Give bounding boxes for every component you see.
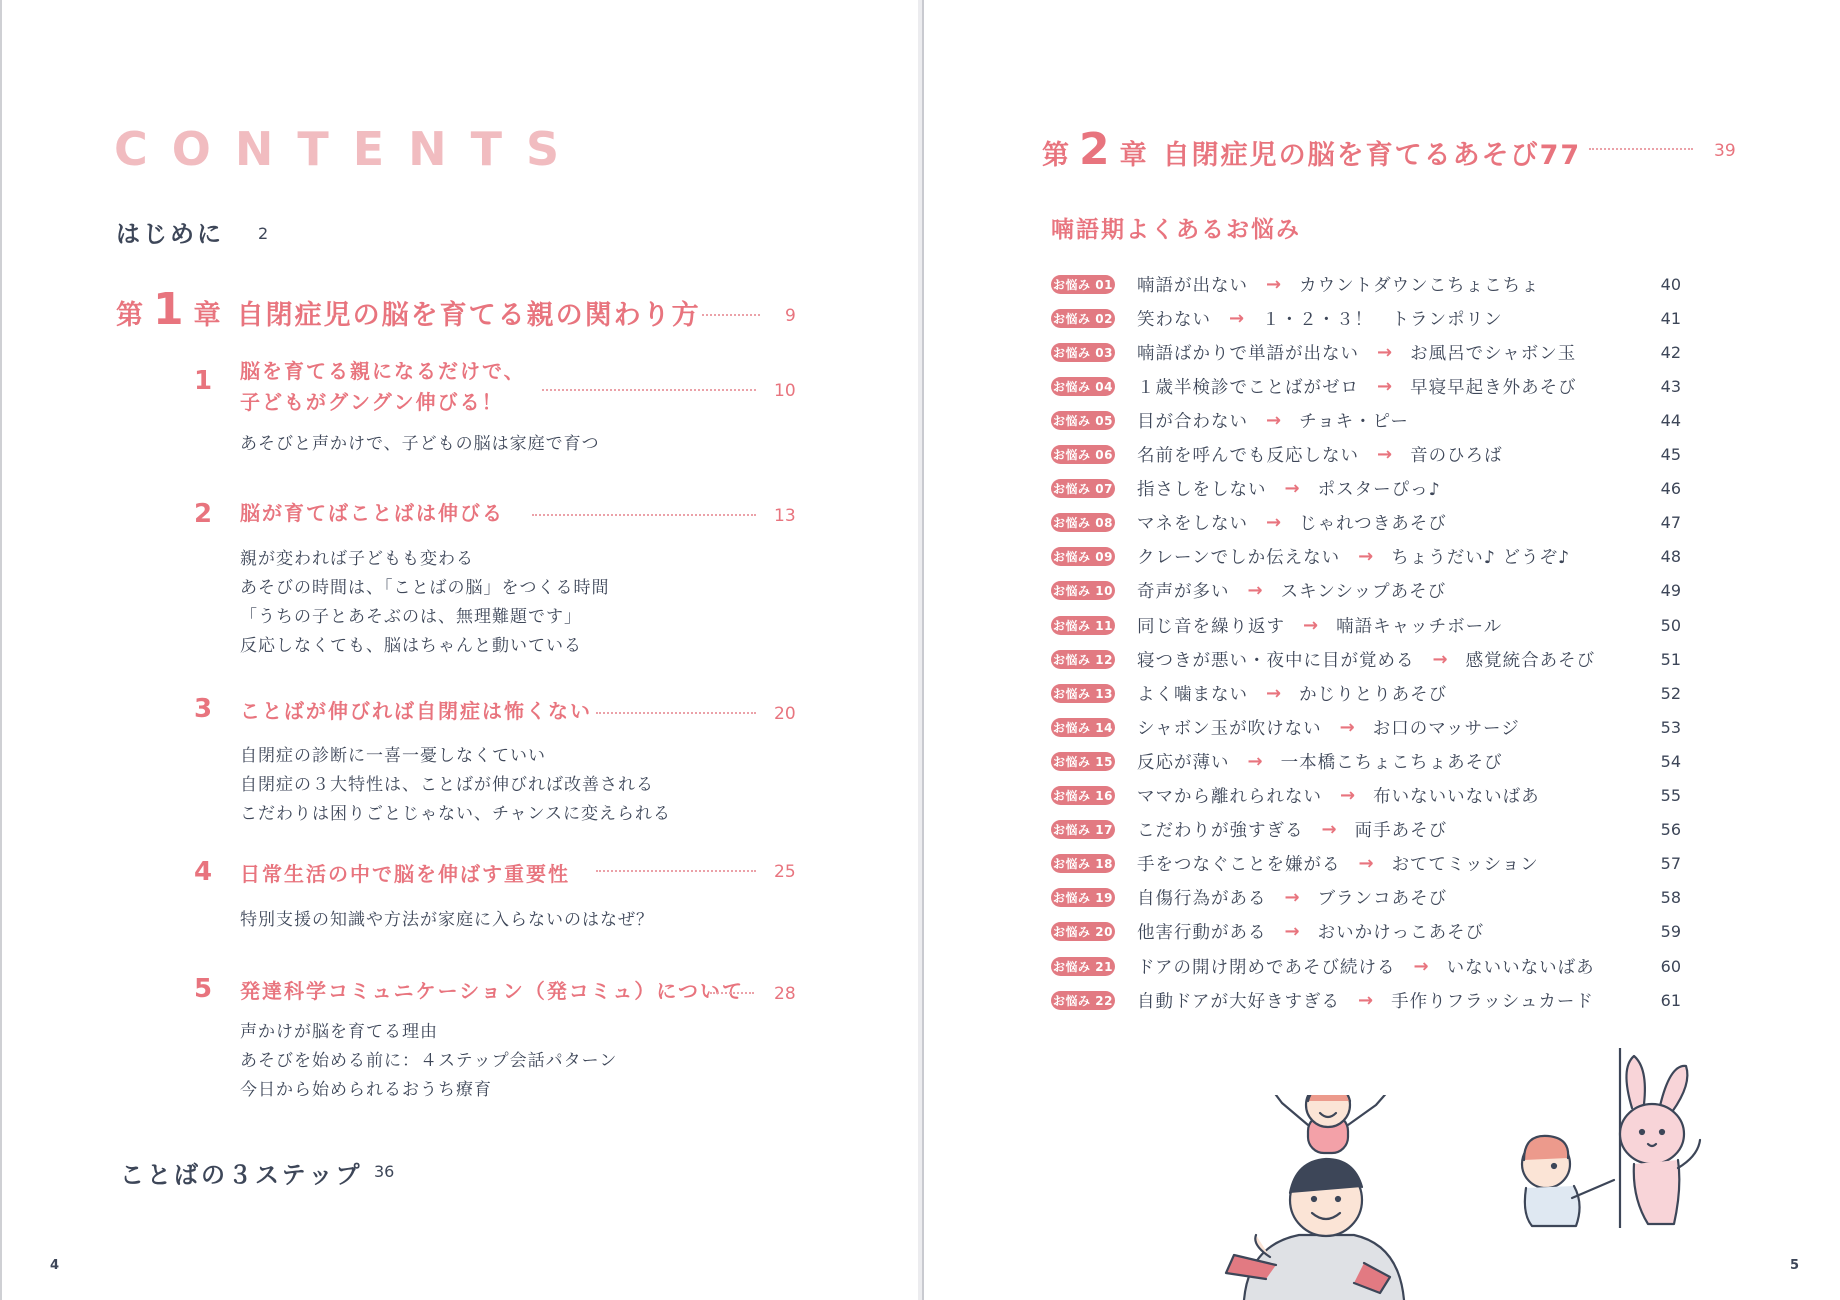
arrow-right-icon: → — [1266, 512, 1282, 534]
worry-badge: お悩み 20 — [1051, 922, 1115, 941]
worry-page: 42 — [1660, 342, 1681, 362]
worry-problem: ドアの開け閉めであそび続ける — [1137, 957, 1396, 978]
worry-play: 手作りフラッシュカード — [1391, 991, 1594, 1012]
worry-row — [1051, 406, 1681, 434]
arrow-right-icon: → — [1340, 785, 1356, 806]
arrow-right-icon: → — [1229, 307, 1245, 329]
worry-page: 48 — [1660, 547, 1681, 567]
chapter-title: 自閉症児の脳を育てるあそび77 — [1162, 140, 1582, 171]
section-page: 10 — [774, 381, 796, 401]
arrow-right-icon: → — [1377, 341, 1393, 363]
worry-row — [1051, 475, 1681, 503]
worry-badge: お悩み 02 — [1051, 309, 1115, 328]
chapter-number: 1 — [153, 284, 184, 335]
worry-page: 60 — [1660, 956, 1681, 976]
worry-play: １・２・３！ トランポリン — [1262, 309, 1503, 330]
section-number: 3 — [194, 694, 213, 724]
section-number: 5 — [194, 974, 213, 1004]
worry-play: チョキ・ピー — [1299, 411, 1409, 432]
page-folio: 5 — [1790, 1258, 1800, 1273]
chapter-dai: 第 — [116, 300, 143, 331]
worry-row — [1051, 338, 1681, 366]
worry-problem: 同じ音を繰り返す — [1137, 616, 1285, 637]
subsection-item: 自閉症の診断に一喜一憂しなくていい — [240, 746, 546, 766]
section-number: 2 — [194, 499, 213, 529]
worry-page: 58 — [1660, 888, 1681, 908]
worry-play: 一本橋こちょこちょあそび — [1280, 752, 1503, 773]
worry-row — [1051, 645, 1681, 673]
chapter-dai: 第 — [1042, 140, 1069, 171]
section-title: ことばが伸びれば自閉症は怖くない — [240, 699, 592, 723]
worry-play: 両手あそび — [1354, 821, 1448, 842]
worry-badge: お悩み 06 — [1051, 445, 1115, 464]
worry-play: かじりとりあそび — [1299, 684, 1448, 705]
worry-page: 53 — [1660, 717, 1681, 737]
worry-problem: 反応が薄い — [1137, 752, 1230, 773]
father-child-illustration — [1204, 1095, 1434, 1300]
dotted-leader — [596, 712, 756, 714]
worry-row — [1051, 679, 1681, 707]
arrow-right-icon: → — [1358, 546, 1374, 568]
worry-play: スキンシップあそび — [1280, 582, 1447, 603]
kotoba-steps-page: 36 — [374, 1162, 395, 1181]
worry-problem: 名前を呼んでも反応しない — [1137, 446, 1359, 466]
chapter-title: 自閉症児の脳を育てる親の関わり方 — [236, 300, 701, 331]
worry-page: 51 — [1660, 649, 1681, 669]
worry-badge: お悩み 13 — [1051, 684, 1115, 703]
worry-row — [1051, 713, 1681, 741]
worry-badge: お悩み 14 — [1051, 718, 1115, 737]
worry-problem: 目が合わない — [1137, 411, 1248, 432]
worry-play: おててミッション — [1391, 855, 1539, 876]
dotted-leader — [532, 514, 756, 516]
subsection-item: 声かけが脳を育てる理由 — [240, 1022, 438, 1042]
subsection-item: 今日から始められるおうち療育 — [240, 1080, 492, 1100]
worry-row — [1051, 441, 1681, 469]
worry-problem: こだわりが強すぎる — [1137, 821, 1304, 842]
worry-page: 44 — [1660, 410, 1681, 430]
worry-row — [1051, 884, 1681, 912]
worry-badge: お悩み 18 — [1051, 854, 1115, 873]
arrow-right-icon: → — [1303, 614, 1319, 636]
worry-row — [1051, 918, 1681, 946]
subsection-item: 親が変われば子どもも変わる — [240, 549, 474, 569]
worry-problem: 自動ドアが大好きすぎる — [1137, 991, 1340, 1012]
worry-badge: お悩み 09 — [1051, 547, 1115, 566]
worry-play: 感覚統合あそび — [1465, 650, 1596, 671]
subsection-item: 特別支援の知識や方法が家庭に入らないのはなぜ？ — [240, 910, 654, 930]
arrow-right-icon: → — [1377, 444, 1393, 465]
worry-play: 布いないいないばあ — [1373, 787, 1540, 807]
worry-page: 49 — [1660, 581, 1681, 601]
section-title-line: 脳を育てる親になるだけで、 — [240, 359, 526, 383]
dotted-leader — [542, 389, 756, 391]
right-page — [922, 0, 1840, 1300]
worry-play: お口のマッサージ — [1372, 718, 1520, 739]
chapter-sho: 章 — [1119, 140, 1147, 171]
dotted-leader — [1589, 148, 1693, 150]
worry-play: ポスターぴっ♪ — [1317, 480, 1441, 501]
worry-page: 54 — [1660, 751, 1681, 771]
worry-page: 61 — [1660, 990, 1681, 1010]
worry-badge: お悩み 19 — [1051, 888, 1115, 907]
worry-play: ちょうだい♪ どうぞ♪ — [1391, 548, 1571, 569]
section-number: 1 — [194, 366, 213, 396]
worry-badge: お悩み 03 — [1051, 343, 1115, 362]
chapter-number: 2 — [1079, 124, 1110, 175]
contents-title: CONTENTS — [114, 122, 584, 176]
worry-row — [1051, 270, 1681, 298]
arrow-right-icon: → — [1432, 648, 1448, 670]
worry-page: 55 — [1660, 786, 1681, 805]
arrow-right-icon: → — [1358, 853, 1374, 875]
arrow-right-icon: → — [1247, 750, 1263, 772]
worry-badge: お悩み 04 — [1051, 377, 1115, 396]
subsection-item: あそびの時間は、「ことばの脳」をつくる時間 — [240, 578, 610, 598]
arrow-right-icon: → — [1339, 716, 1355, 738]
worry-page: 40 — [1660, 274, 1681, 294]
worry-badge: お悩み 11 — [1051, 616, 1115, 635]
worry-page: 41 — [1660, 308, 1681, 328]
dotted-leader — [702, 314, 760, 316]
section-title: 発達科学コミュニケーション（発コミュ）について — [240, 979, 744, 1003]
worry-badge: お悩み 08 — [1051, 513, 1115, 532]
worry-page: 43 — [1660, 376, 1681, 396]
subsection-item: 自閉症の３大特性は、ことばが伸びれば改善される — [240, 775, 654, 795]
worry-badge: お悩み 16 — [1051, 786, 1115, 805]
arrow-right-icon: → — [1266, 409, 1282, 431]
worry-problem: 自傷行為がある — [1137, 889, 1267, 910]
worry-row — [1051, 577, 1681, 605]
arrow-right-icon: → — [1284, 478, 1300, 500]
worry-page: 52 — [1660, 683, 1681, 703]
page-folio: 4 — [50, 1258, 60, 1273]
worry-page: 47 — [1660, 513, 1681, 533]
worry-play: ブランコあそび — [1317, 889, 1448, 910]
worry-play: じゃれつきあそび — [1299, 514, 1447, 535]
worry-problem: 笑わない — [1137, 309, 1211, 330]
arrow-right-icon: → — [1357, 989, 1374, 1011]
hajimeni-page: 2 — [258, 224, 269, 243]
worry-play: おいかけっこあそび — [1317, 923, 1485, 944]
worry-row — [1051, 782, 1681, 810]
worry-row — [1051, 952, 1681, 980]
worry-problem: 奇声が多い — [1137, 582, 1230, 603]
worry-page: 50 — [1660, 615, 1681, 635]
worry-row — [1051, 986, 1681, 1014]
section-title: 日常生活の中で脳を伸ばす重要性 — [240, 862, 570, 886]
worry-page: 59 — [1660, 922, 1681, 942]
worry-problem: シャボン玉が吹けない — [1137, 718, 1322, 739]
worry-play: いないいないばあ — [1446, 957, 1595, 978]
worry-badge: お悩み 07 — [1051, 479, 1115, 498]
worry-problem: 他害行動がある — [1137, 923, 1267, 944]
chapter-sho: 章 — [193, 300, 221, 331]
subsection-item: あそびと声かけで、子どもの脳は家庭で育つ — [240, 434, 600, 454]
worry-page: 56 — [1660, 820, 1681, 840]
worry-play: カウントダウンこちょこちょ — [1299, 275, 1540, 296]
arrow-right-icon: → — [1413, 955, 1429, 977]
worry-row — [1051, 747, 1681, 775]
worry-play: 喃語キャッチボール — [1336, 616, 1503, 637]
chapter-1-heading — [116, 284, 701, 335]
worry-badge: お悩み 05 — [1051, 411, 1115, 430]
babbling-stage-subhead: 喃語期よくあるお悩み — [1051, 217, 1301, 243]
left-page — [0, 0, 918, 1300]
worry-badge: お悩み 15 — [1051, 752, 1115, 771]
dotted-leader — [596, 870, 756, 872]
arrow-right-icon: → — [1266, 273, 1282, 295]
arrow-right-icon: → — [1377, 375, 1393, 397]
subsection-item: こだわりは困りごとじゃない、チャンスに変えられる — [240, 804, 671, 824]
worry-row — [1051, 304, 1681, 332]
subsection-item: 「うちの子とあそぶのは、無理難題です」 — [240, 607, 582, 627]
worry-problem: ママから離れられない — [1137, 787, 1322, 807]
worry-row — [1051, 509, 1681, 537]
worry-badge: お悩み 17 — [1051, 820, 1115, 839]
worry-play: お風呂でシャボン玉 — [1410, 343, 1577, 364]
dotted-leader — [710, 992, 754, 994]
worry-page: 57 — [1660, 854, 1681, 874]
section-title: 脳が育てばことばは伸びる — [240, 501, 504, 525]
worry-problem: よく噛まない — [1137, 684, 1248, 705]
worry-play: 早寝早起き外あそび — [1410, 377, 1577, 398]
arrow-right-icon: → — [1284, 887, 1300, 909]
worry-badge: お悩み 22 — [1051, 991, 1115, 1010]
worry-row — [1051, 850, 1681, 878]
section-page: 25 — [774, 862, 796, 882]
section-page: 28 — [774, 984, 796, 1004]
section-title — [240, 356, 526, 418]
chapter-2-heading — [1042, 124, 1582, 175]
kotoba-steps-label: ことばの３ステップ — [120, 1161, 363, 1189]
worry-page: 46 — [1660, 479, 1681, 499]
arrow-right-icon: → — [1247, 580, 1263, 602]
section-page: 20 — [774, 704, 796, 724]
worry-page: 45 — [1660, 445, 1681, 464]
worry-row — [1051, 611, 1681, 639]
arrow-right-icon: → — [1321, 819, 1337, 841]
arrow-right-icon: → — [1266, 682, 1282, 704]
section-title-line: 子どもがグングン伸びる！ — [240, 390, 504, 414]
section-number: 4 — [194, 857, 213, 887]
worry-problem: クレーンでしか伝えない — [1137, 548, 1341, 569]
chapter-page: 39 — [1714, 141, 1736, 161]
section-page: 13 — [774, 506, 796, 526]
worry-problem: １歳半検診でことばがゼロ — [1137, 377, 1359, 398]
worry-problem: 喃語ばかりで単語が出ない — [1137, 343, 1359, 364]
worry-problem: マネをしない — [1137, 514, 1248, 535]
subsection-item: あそびを始める前に：４ステップ会話パターン — [240, 1051, 618, 1071]
hajimeni-label: はじめに — [116, 220, 224, 248]
subsection-item: 反応しなくても、脳はちゃんと動いている — [240, 636, 582, 656]
worry-badge: お悩み 01 — [1051, 275, 1115, 294]
worry-problem: 寝つきが悪い・夜中に目が覚める — [1137, 650, 1415, 671]
worry-problem: 喃語が出ない — [1137, 275, 1248, 296]
worry-row — [1051, 543, 1681, 571]
worry-badge: お悩み 10 — [1051, 581, 1115, 600]
worry-row — [1051, 816, 1681, 844]
worry-badge: お悩み 21 — [1051, 957, 1115, 976]
worry-badge: お悩み 12 — [1051, 650, 1115, 669]
worry-problem: 指さしをしない — [1137, 480, 1267, 501]
worry-problem: 手をつなぐことを嫌がる — [1137, 855, 1341, 876]
worry-row — [1051, 372, 1681, 400]
worry-play: 音のひろば — [1410, 446, 1503, 466]
chapter-page: 9 — [785, 306, 796, 326]
bunny-child-illustration — [1502, 1048, 1702, 1228]
arrow-right-icon: → — [1284, 921, 1300, 943]
